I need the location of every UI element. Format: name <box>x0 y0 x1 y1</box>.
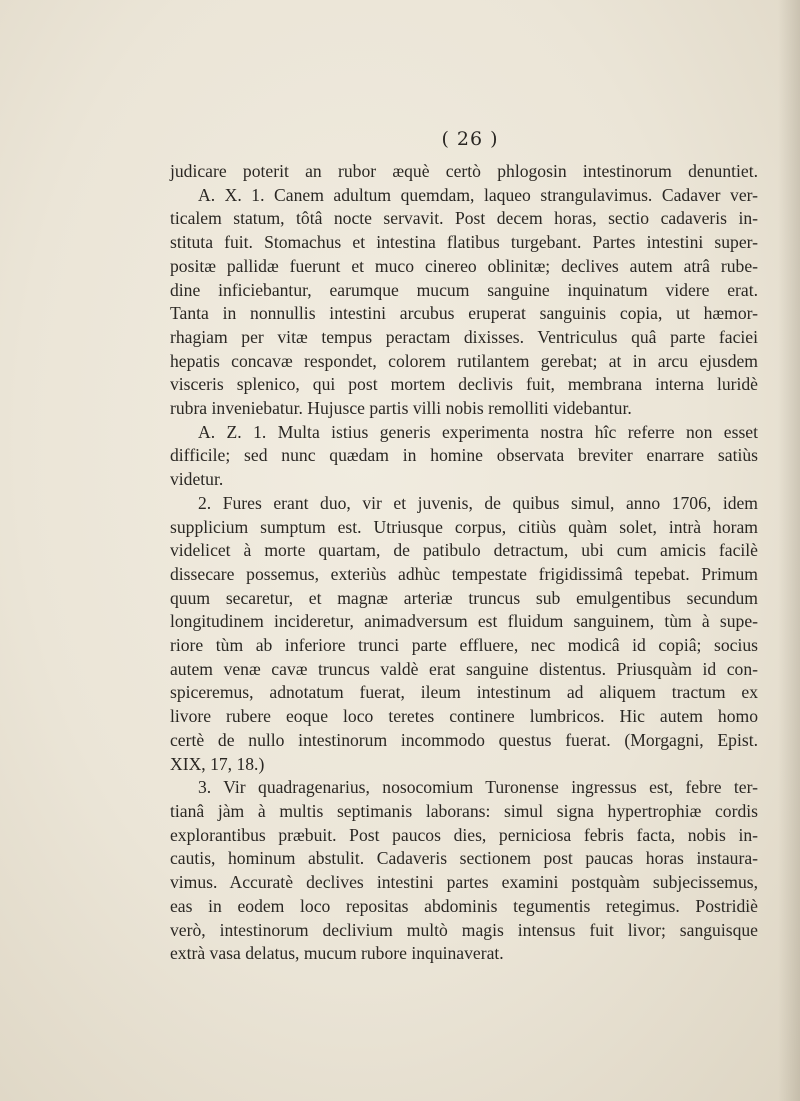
text-line: longitudinem incideretur, animadversum est fluidum sanguinem, tùm à supe- <box>170 611 758 632</box>
text-line: videtur. <box>170 469 224 490</box>
text-line: XIX, 17, 18.) <box>170 753 265 774</box>
text-line: videlicet à morte quartam, de patibulo detractum, ubi cum amicis facilè <box>170 540 758 561</box>
text-line: verò, intestinorum declivium multò magis intensus fuit livor; sanguisque <box>170 919 758 940</box>
text-line: rhagiam per vitæ tempus peractam dixisses. Ventriculus quâ parte faciei <box>170 326 758 347</box>
text-line: supplicium sumptum est. Utriusque corpus, citiùs quàm solet, intrà horam <box>170 516 758 537</box>
text-line: spiceremus, adnotatum fuerat, ileum intestinum ad aliquem tractum ex <box>170 682 758 703</box>
text-line: autem venæ cavæ truncus valdè erat sanguine distentus. Priusquàm id con- <box>170 658 758 679</box>
text-line: explorantibus præbuit. Post paucos dies, perniciosa febris facta, nobis in- <box>170 824 758 845</box>
text-line: visceris splenico, qui post mortem declivis fuit, membrana interna luridè <box>170 374 758 395</box>
text-line: livore rubere eoque loco teretes continere lumbricos. Hic autem homo <box>170 706 758 727</box>
text-line: judicare poterit an rubor æquè certò phlogosin intestinorum denuntiet. <box>170 161 758 181</box>
text-line: 3. Vir quadragenarius, nosocomium Turonense ingressus est, febre ter- <box>198 777 758 798</box>
body-text <box>170 160 758 966</box>
text-line: difficile; sed nunc quædam in homine observata breviter enarrare satiùs <box>170 445 758 466</box>
text-line: ticalem statum, tôtâ nocte servavit. Post decem horas, sectio cadaveris in- <box>170 208 758 229</box>
text-line: stituta fuit. Stomachus et intestina flatibus turgebant. Partes intestini super- <box>170 232 758 253</box>
page-number: ( 26 ) <box>441 128 499 150</box>
text-line: positæ pallidæ fuerunt et muco cinereo oblinitæ; declives autem atrâ rube- <box>170 255 758 276</box>
text-line: cautis, hominum abstulit. Cadaveris sectionem post paucas horas instaura- <box>170 848 758 869</box>
text-line: Tanta in nonnullis intestini arcubus eruperat sanguinis copia, ut hæmor- <box>170 303 758 324</box>
text-line: A. Z. 1. Multa istius generis experimenta nostra hîc referre non esset <box>198 421 758 442</box>
text-line: rubra inveniebatur. Hujusce partis villi nobis remolliti videbantur. <box>170 398 632 419</box>
text-line: hepatis concavæ respondet, colorem rutilantem gerebat; at in arcu ejusdem <box>170 350 758 371</box>
text-line: extrà vasa delatus, mucum rubore inquinaverat. <box>170 943 504 964</box>
text-line: riore tùm ab inferiore trunci parte effluere, nec modicâ id copiâ; socius <box>170 635 758 656</box>
text-line: vimus. Accuratè declives intestini partes examini postquàm subjecissemus, <box>170 872 758 893</box>
text-line: certè de nullo intestinorum incommodo questus fuerat. (Morgagni, Epist. <box>170 729 758 750</box>
text-line: quum secaretur, et magnæ arteriæ truncus sub emulgentibus secundum <box>170 587 758 608</box>
text-line: tianâ jàm à multis septimanis laborans: simul signa hypertrophiæ cordis <box>170 800 758 821</box>
text-line: dine inficiebantur, earumque mucum sanguine inquinatum videre erat. <box>170 279 758 300</box>
text-line: 2. Fures erant duo, vir et juvenis, de quibus simul, anno 1706, idem <box>198 492 758 513</box>
text-line: dissecare possemus, exteriùs adhùc tempestate frigidissimâ tepebat. Primum <box>170 563 758 584</box>
text-line: eas in eodem loco repositas abdominis tegumentis retegimus. Postridiè <box>170 895 758 916</box>
text-line: A. X. 1. Canem adultum quemdam, laqueo strangulavimus. Cadaver ver- <box>198 184 758 205</box>
